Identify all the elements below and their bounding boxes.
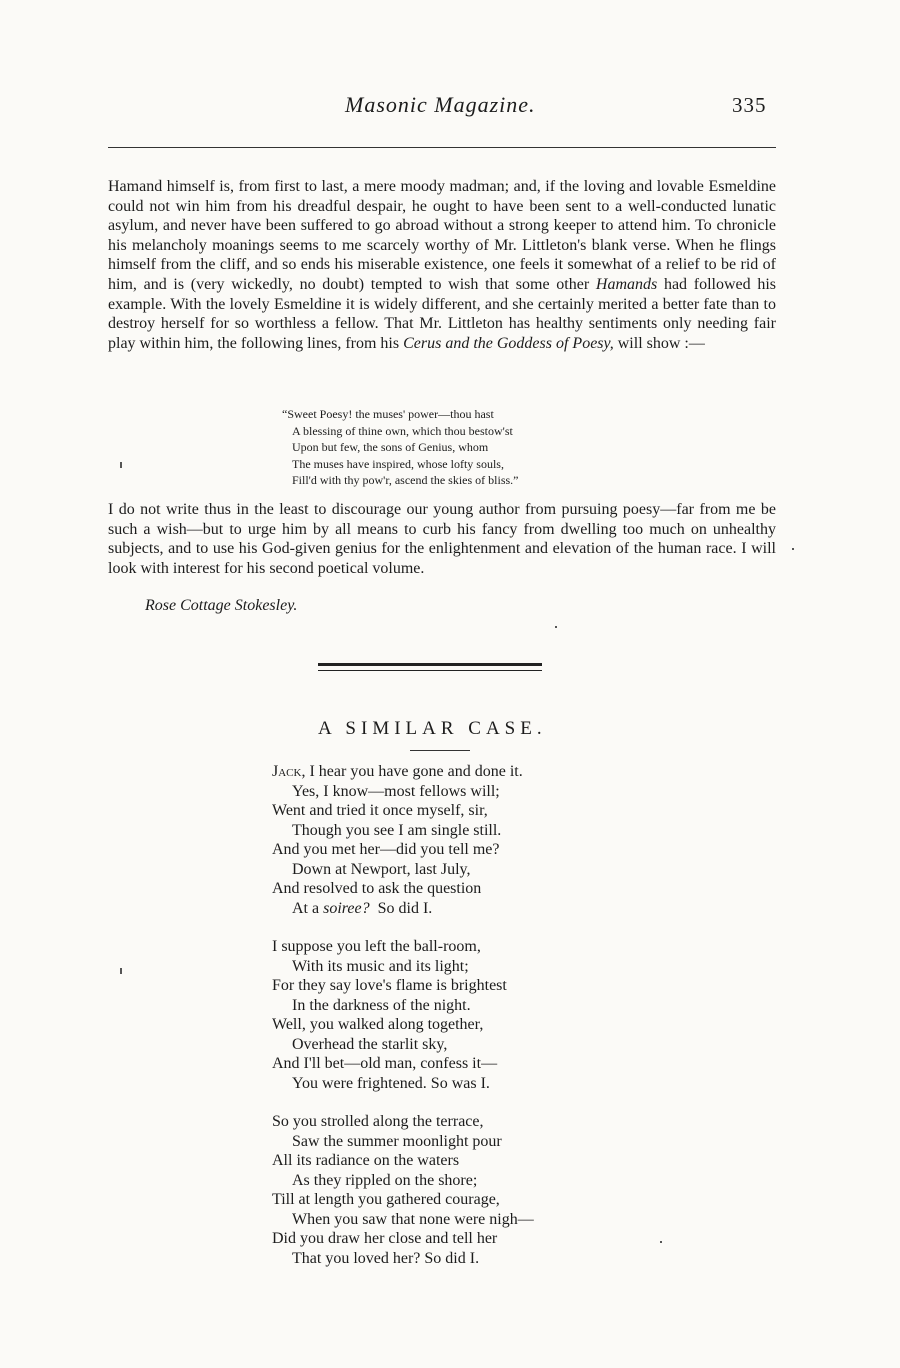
quote-line: The muses have inspired, whose lofty souls,: [292, 456, 504, 471]
running-head: [0, 92, 900, 122]
section-divider-thick: [318, 663, 542, 666]
poem-line: Went and tried it once myself, sir,: [272, 802, 488, 819]
poem-line-text: So did I.: [377, 899, 433, 917]
poem-line: Yes, I know—most fellows will;: [292, 782, 500, 800]
section-divider-thin: [318, 670, 542, 671]
poem-line: So you strolled along the terrace,: [272, 1113, 484, 1130]
title-rule: [410, 750, 470, 751]
paragraph-1-text: Hamand himself is, from first to last, a mere moody madman; and, if the loving and lovable Esmeldine could not win him from his dreadful despair, he ought to have been sent to a well-conducted lunatic asylum, and never have been suffered to go abroad without a strong keeper to attend him. To chronicle his melancholy moanings seems to me scarcely worthy of Mr. Littleton's blank verse. When he flings himself from the cliff, and so ends his miserable existence, one feels it somewhat of a relief to be rid of him, and is (very wickedly, no doubt) tempted to wish that some other: [108, 178, 776, 293]
page-number: 335: [732, 93, 767, 117]
poem-line: In the darkness of the night.: [292, 996, 471, 1014]
author-signature: Rose Cottage Stokesley.: [145, 597, 298, 614]
poem-line: Though you see I am single still.: [292, 821, 502, 839]
poem-line: [272, 899, 692, 919]
verse-quotation: [282, 406, 682, 489]
paragraph-1-end: will show :—: [617, 334, 705, 352]
poem-line: Overhead the starlit sky,: [292, 1035, 448, 1053]
poem-line: [272, 762, 692, 782]
review-paragraph-2: [108, 500, 776, 578]
poem-line: As they rippled on the shore;: [292, 1171, 478, 1189]
stanza-3: [272, 1112, 692, 1268]
work-title: Cerus and the Goddess of Poesy,: [403, 334, 614, 352]
poem-line: For they say love's flame is brightest: [272, 977, 507, 994]
quote-line: Fill'd with thy pow'r, ascend the skies of bliss.”: [292, 473, 519, 487]
poem-line: Down at Newport, last July,: [292, 860, 471, 878]
journal-title: Masonic Magazine.: [345, 92, 536, 117]
poem-line: And resolved to ask the question: [272, 880, 482, 897]
poem-line: And I'll bet—old man, confess it—: [272, 1055, 498, 1072]
quote-line: A blessing of thine own, which thou bestow'st: [292, 423, 513, 438]
poem-line: That you loved her? So did I.: [292, 1249, 480, 1267]
poem-body: [272, 762, 692, 1287]
paragraph-2-text: I do not write thus in the least to discourage our young author from pursuing poesy—far from me be such a wish—but to urge him by all means to curb his fancy from dwelling too much on unhealthy subjects, and to use his God-given genius for the enlightenment and elevation of the human race. I will look with interest for his second poetical volume.: [108, 501, 776, 577]
poem-line-text: I hear you have gone and done it.: [309, 763, 523, 780]
quote-line: Upon but few, the sons of Genius, whom: [292, 440, 489, 454]
poem-line: When you saw that none were nigh—: [292, 1210, 534, 1228]
header-rule: [108, 147, 776, 148]
poem-line: You were frightened. So was I.: [292, 1074, 490, 1092]
poem-line: All its radiance on the waters: [272, 1152, 460, 1169]
poem-line: Did you draw her close and tell her: [272, 1230, 498, 1247]
first-word: Jack,: [272, 763, 306, 780]
poem-line: Till at length you gathered courage,: [272, 1191, 500, 1208]
review-paragraph-1: [108, 177, 776, 353]
poem-title: A SIMILAR CASE.: [318, 718, 547, 739]
poem-line-text: At a: [292, 899, 320, 917]
stanza-2: [272, 937, 692, 1093]
poem-italic-word: soiree?: [323, 899, 370, 917]
quote-line: “Sweet Poesy! the muses' power—thou hast: [282, 407, 494, 421]
poem-line: Well, you walked along together,: [272, 1016, 484, 1033]
paragraph-1-text-b: had followed his example. With the lovely Esmeldine it is widely different, and she certainly merited a better fate than to destroy herself for so worthless a fellow. That Mr. Littleton has healthy sentiments only needing fair play within him, the following lines, from his: [108, 275, 777, 352]
poem-line: I suppose you left the ball-room,: [272, 938, 481, 955]
poem-line: And you met her—did you tell me?: [272, 841, 500, 858]
poem-line: Saw the summer moonlight pour: [292, 1132, 502, 1150]
stanza-1: [272, 762, 692, 918]
paragraph-1-italic: Hamands: [595, 275, 658, 293]
poem-line: With its music and its light;: [292, 957, 469, 975]
